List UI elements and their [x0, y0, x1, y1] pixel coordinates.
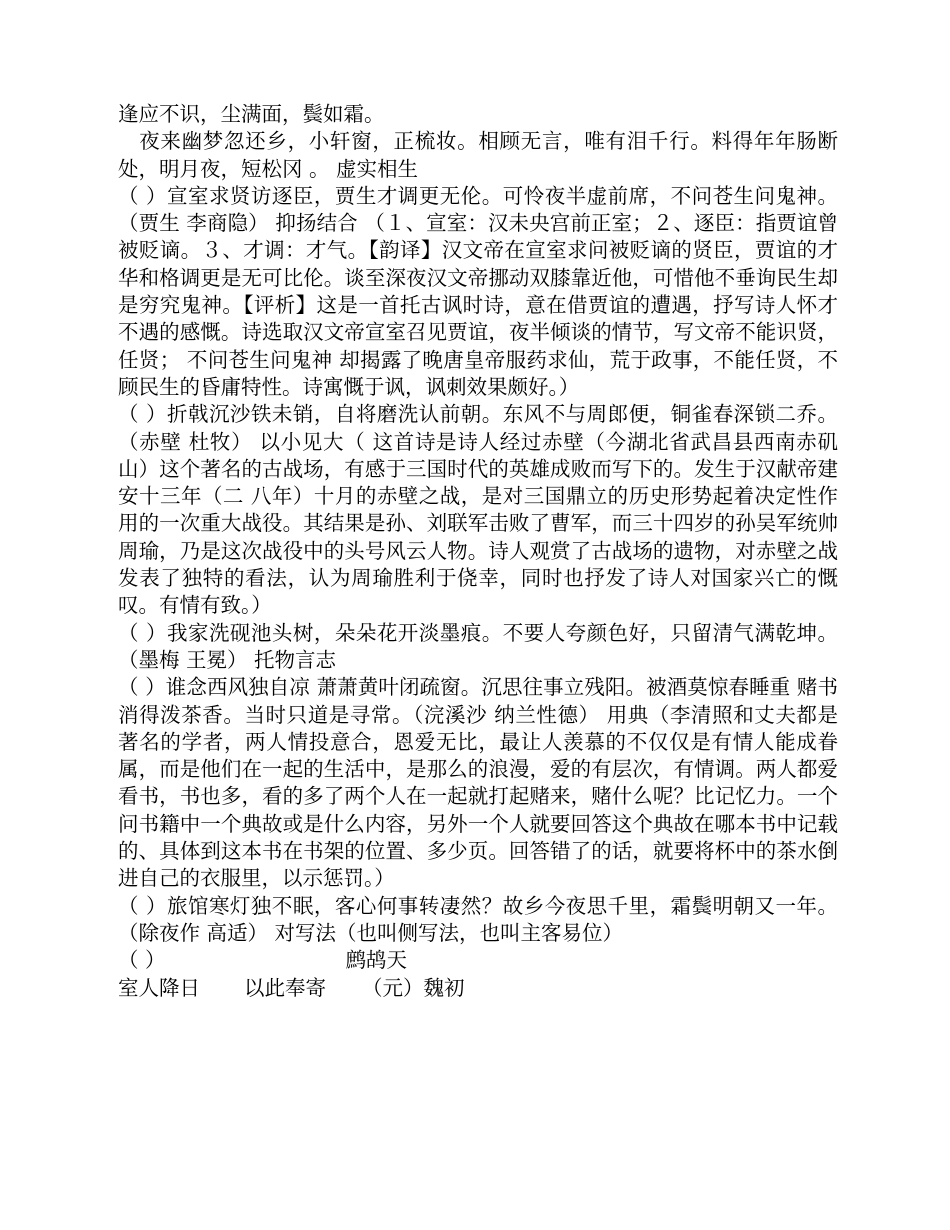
poem-title: 鹧鸪天: [345, 948, 408, 973]
paragraph-7: （ ）旅馆寒灯独不眠，客心何事转凄然？故乡今夜思千里，霜鬓明朝又一年。（除夜作 高适） 对写法（也叫侧写法，也叫主客易位）: [118, 893, 838, 945]
poem-subtitle: 室人降日: [118, 975, 200, 1000]
document-body: [118, 101, 838, 1002]
paragraph-3: （ ）宣室求贤访逐臣，贾生才调更无伦。可怜夜半虚前席，不问苍生问鬼神。（贾生 李商隐） 抑扬结合 （１、宣室：汉未央宫前正室；２、逐臣：指贾谊曾被贬谪。３、才调：才气。【韵译】汉文帝在宣室求问被贬谪的贤臣，贾谊的才华和格调更是无可比伦。谈至深夜汉文帝挪动双膝靠近他，可惜他不垂询民生却是穷究鬼神。【评析】这是一首托古讽时诗，意在借贾谊的遭遇，抒写诗人怀才不遇的感慨。诗选取汉文帝宣室召见贾谊，夜半倾谈的情节，写文帝不能识贤，任贤； 不问苍生问鬼神 却揭露了晚唐皇帝服药求仙，荒于政事，不能任贤，不顾民生的昏庸特性。诗寓慨于讽，讽刺效果颇好。）: [118, 183, 838, 399]
paragraph-4: （ ）折戟沉沙铁未销，自将磨洗认前朝。东风不与周郎便，铜雀春深锁二乔。（赤壁 杜牧） 以小见大（ 这首诗是诗人经过赤壁（今湖北省武昌县西南赤矶山）这个著名的古战场，有感于三国时代的英雄成败而写下的。发生于汉献帝建安十三年（二 八年）十月的赤壁之战，是对三国鼎立的历史形势起着决定性作用的一次重大战役。其结果是孙、刘联军击败了曹军，而三十四岁的孙吴军统帅周瑜，乃是这次战役中的头号风云人物。诗人观赏了古战场的遗物，对赤壁之战发表了独特的看法，认为周瑜胜利于侥幸，同时也抒发了诗人对国家兴亡的慨叹。有情有致。）: [118, 402, 838, 618]
paragraph-5: （ ）我家洗砚池头树，朵朵花开淡墨痕。不要人夸颜色好，只留清气满乾坤。（墨梅 王冕） 托物言志: [118, 620, 838, 672]
paragraph-6: （ ）谁念西风独自凉 萧萧黄叶闭疏窗。沉思往事立残阳。被酒莫惊春睡重 赌书消得泼茶香。当时只道是寻常。（浣溪沙 纳兰性德） 用典（李清照和丈夫都是著名的学者，两人情投意合，恩爱无比，最让人羡慕的不仅仅是有情人能成眷属，而是他们在一起的生活中，是那么的浪漫，爱的有层次，有情调。两人都爱看书，书也多，看的多了两个人在一起就打起赌来，赌什么呢？比记忆力。一个问书籍中一个典故或是什么内容，另外一个人就要回答这个典故在哪本书中记载的、具体到这本书在书架的位置、多少页。回答错了的话，就要将杯中的茶水倒进自己的衣服里，以示惩罚。）: [118, 675, 838, 891]
paragraph-1: 逢应不识，尘满面，鬓如霜。: [118, 102, 385, 126]
answer-bracket: （ ）: [118, 948, 166, 973]
paragraph-2: 夜来幽梦忽还乡，小轩窗，正梳妆。相顾无言，唯有泪千行。料得年年肠断处，明月夜，短松冈 。 虚实相生: [118, 129, 838, 181]
poem-author: （元）魏初: [362, 975, 465, 1000]
poem-dedication: 以此奉寄: [244, 975, 326, 1000]
poem-title-line: [118, 947, 838, 974]
poem-byline: [118, 975, 838, 1002]
